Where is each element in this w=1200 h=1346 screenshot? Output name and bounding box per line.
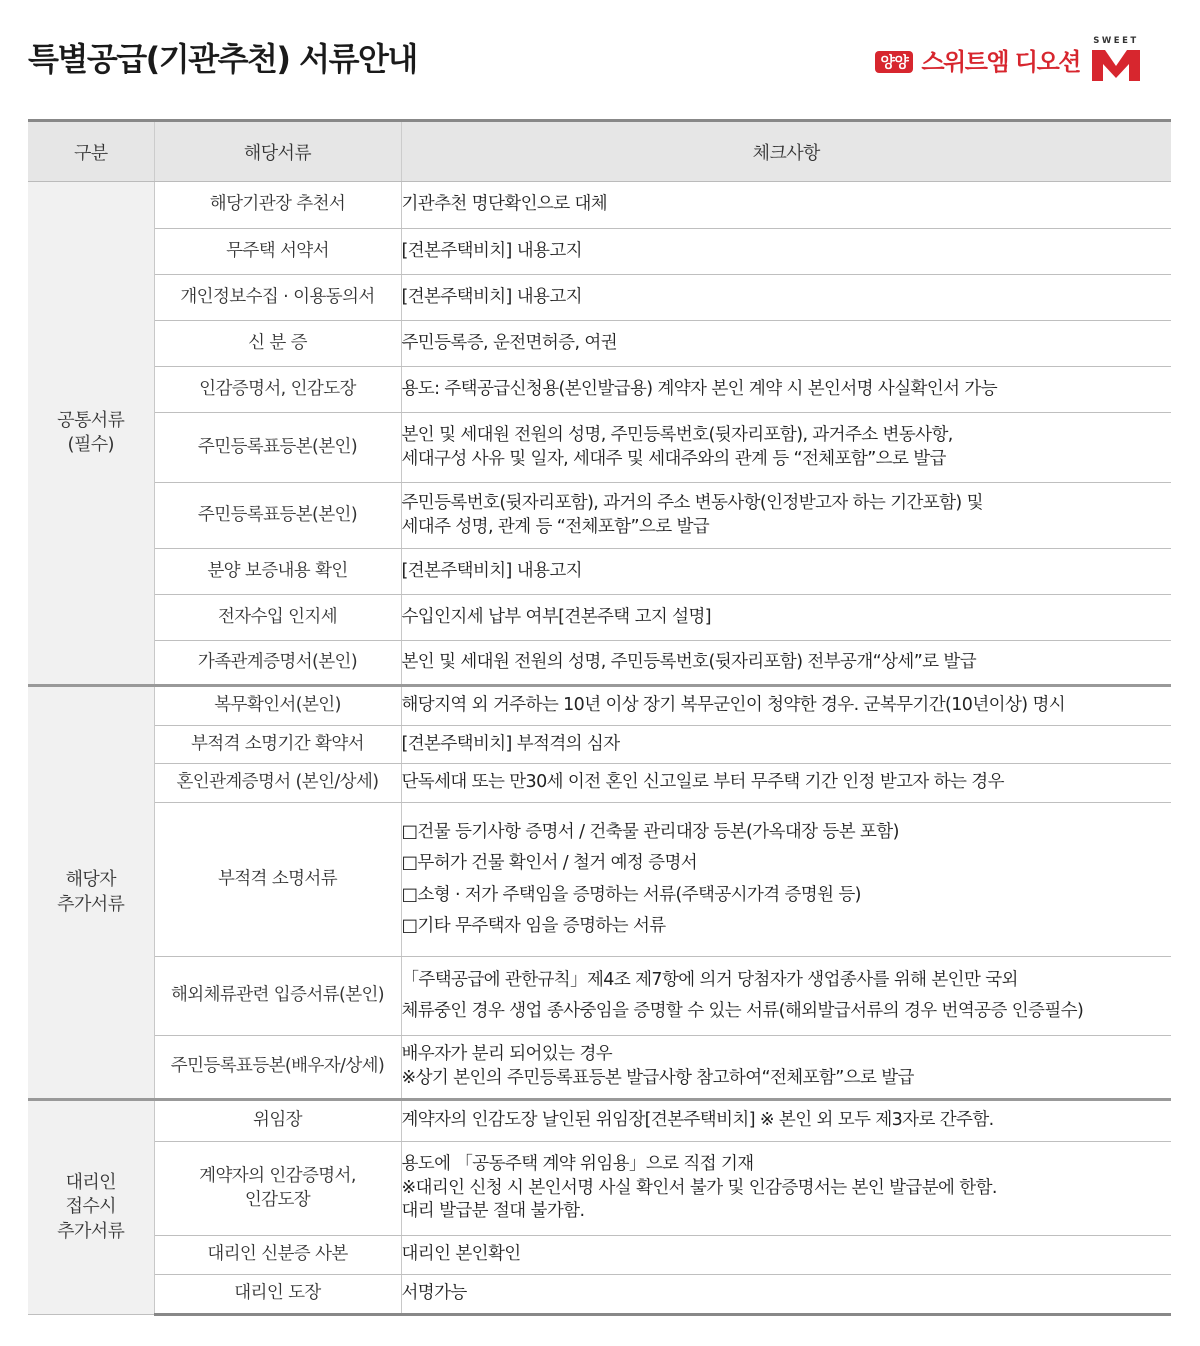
table-row: [28, 764, 1171, 803]
table-row: [28, 413, 1171, 483]
check-cell: 단독세대 또는 만30세 이전 혼인 신고일로 부터 무주택 기간 인정 받고자 하는 경우: [401, 764, 1171, 803]
header-category: 구분: [28, 121, 154, 182]
table-row: [28, 182, 1171, 229]
document-cell: 분양 보증내용 확인: [154, 549, 401, 595]
table-row: [28, 275, 1171, 321]
header-check: 체크사항: [401, 121, 1171, 182]
document-cell: 인감증명서, 인감도장: [154, 367, 401, 413]
check-cell: 기관추천 명단확인으로 대체: [401, 182, 1171, 229]
check-cell: 주민등록증, 운전면허증, 여권: [401, 321, 1171, 367]
table-row: [28, 686, 1171, 726]
table-row: [28, 1236, 1171, 1275]
check-cell: [견본주택비치] 부적격의 심자: [401, 726, 1171, 764]
logo-text: 스위트엠 디오션: [921, 48, 1080, 76]
document-cell: 부적격 소명서류: [154, 803, 401, 957]
category-cell: 해당자 추가서류: [28, 686, 154, 1100]
document-cell: 대리인 신분증 사본: [154, 1236, 401, 1275]
category-cell: 공통서류 (필수): [28, 182, 154, 686]
check-cell: [견본주택비치] 내용고지: [401, 549, 1171, 595]
document-cell: 개인정보수집 · 이용동의서: [154, 275, 401, 321]
table-row: [28, 1275, 1171, 1315]
category-cell: 대리인 접수시 추가서류: [28, 1100, 154, 1315]
table-row: [28, 321, 1171, 367]
table-row: [28, 1036, 1171, 1100]
document-cell: 부적격 소명기간 확약서: [154, 726, 401, 764]
check-cell: 해당지역 외 거주하는 10년 이상 장기 복무군인이 청약한 경우. 군복무기간(10년이상) 명시: [401, 686, 1171, 726]
check-cell: □건물 등기사항 증명서 / 건축물 관리대장 등본(가옥대장 등본 포함) □무허가 건물 확인서 / 철거 예정 증명서 □소형 · 저가 주택임을 증명하는 서류(주택공시가격 증명원 등) □기타 무주택자 임을 증명하는 서류: [401, 803, 1171, 957]
document-cell: 주민등록표등본(배우자/상세): [154, 1036, 401, 1100]
document-cell: 계약자의 인감증명서, 인감도장: [154, 1142, 401, 1236]
check-cell: [견본주택비치] 내용고지: [401, 275, 1171, 321]
page-title: 특별공급(기관추천) 서류안내: [28, 40, 417, 78]
check-cell: 배우자가 분리 되어있는 경우 ※상기 본인의 주민등록표등본 발급사항 참고하여“전체포함”으로 발급: [401, 1036, 1171, 1100]
document-cell: 가족관계증명서(본인): [154, 641, 401, 686]
check-cell: 수입인지세 납부 여부[견본주택 고지 설명]: [401, 595, 1171, 641]
check-cell: 주민등록번호(뒷자리포함), 과거의 주소 변동사항(인정받고자 하는 기간포함) 및 세대주 성명, 관계 등 “전체포함”으로 발급: [401, 483, 1171, 549]
check-cell: [견본주택비치] 내용고지: [401, 229, 1171, 275]
document-cell: 주민등록표등본(본인): [154, 413, 401, 483]
check-cell: 대리인 본인확인: [401, 1236, 1171, 1275]
table-row: [28, 957, 1171, 1036]
document-cell: 해당기관장 추천서: [154, 182, 401, 229]
document-cell: 대리인 도장: [154, 1275, 401, 1315]
table-row: [28, 641, 1171, 686]
document-cell: 전자수입 인지세: [154, 595, 401, 641]
table-row: [28, 1142, 1171, 1236]
table-header-row: [28, 121, 1171, 182]
m-icon: [1090, 48, 1142, 82]
check-cell: 본인 및 세대원 전원의 성명, 주민등록번호(뒷자리포함), 과거주소 변동사항, 세대구성 사유 및 일자, 세대주 및 세대주와의 관계 등 “전체포함”으로 발급: [401, 413, 1171, 483]
table-row: [28, 483, 1171, 549]
header-document: 해당서류: [154, 121, 401, 182]
table-row: [28, 1100, 1171, 1142]
table-row: [28, 726, 1171, 764]
check-cell: 「주택공급에 관한규칙」제4조 제7항에 의거 당첨자가 생업종사를 위해 본인만 국외 체류중인 경우 생업 종사중임을 증명할 수 있는 서류(해외발급서류의 경우 번역공증 인증필수): [401, 957, 1171, 1036]
logo-m-mark-icon: [1090, 36, 1142, 88]
document-cell: 혼인관계증명서 (본인/상세): [154, 764, 401, 803]
check-cell: 본인 및 세대원 전원의 성명, 주민등록번호(뒷자리포함) 전부공개“상세”로 발급: [401, 641, 1171, 686]
brand-logo: [875, 36, 1142, 88]
document-cell: 무주택 서약서: [154, 229, 401, 275]
table-row: [28, 803, 1171, 957]
logo-sweet-text: SWEET: [1093, 36, 1139, 46]
document-cell: 위임장: [154, 1100, 401, 1142]
check-cell: 용도에 「공동주택 계약 위임용」으로 직접 기재 ※대리인 신청 시 본인서명 사실 확인서 불가 및 인감증명서는 본인 발급분에 한함. 대리 발급분 절대 불가함.: [401, 1142, 1171, 1236]
document-cell: 해외체류관련 입증서류(본인): [154, 957, 401, 1036]
table-row: [28, 549, 1171, 595]
table-row: [28, 595, 1171, 641]
logo-badge: 양양: [875, 51, 913, 74]
document-cell: 복무확인서(본인): [154, 686, 401, 726]
check-cell: 용도: 주택공급신청용(본인발급용) 계약자 본인 계약 시 본인서명 사실확인서 가능: [401, 367, 1171, 413]
document-cell: 주민등록표등본(본인): [154, 483, 401, 549]
table-row: [28, 367, 1171, 413]
documents-table: [28, 119, 1171, 1316]
table-row: [28, 229, 1171, 275]
check-cell: 계약자의 인감도장 날인된 위임장[견본주택비치] ※ 본인 외 모두 제3자로 간주함.: [401, 1100, 1171, 1142]
check-cell: 서명가능: [401, 1275, 1171, 1315]
document-cell: 신 분 증: [154, 321, 401, 367]
